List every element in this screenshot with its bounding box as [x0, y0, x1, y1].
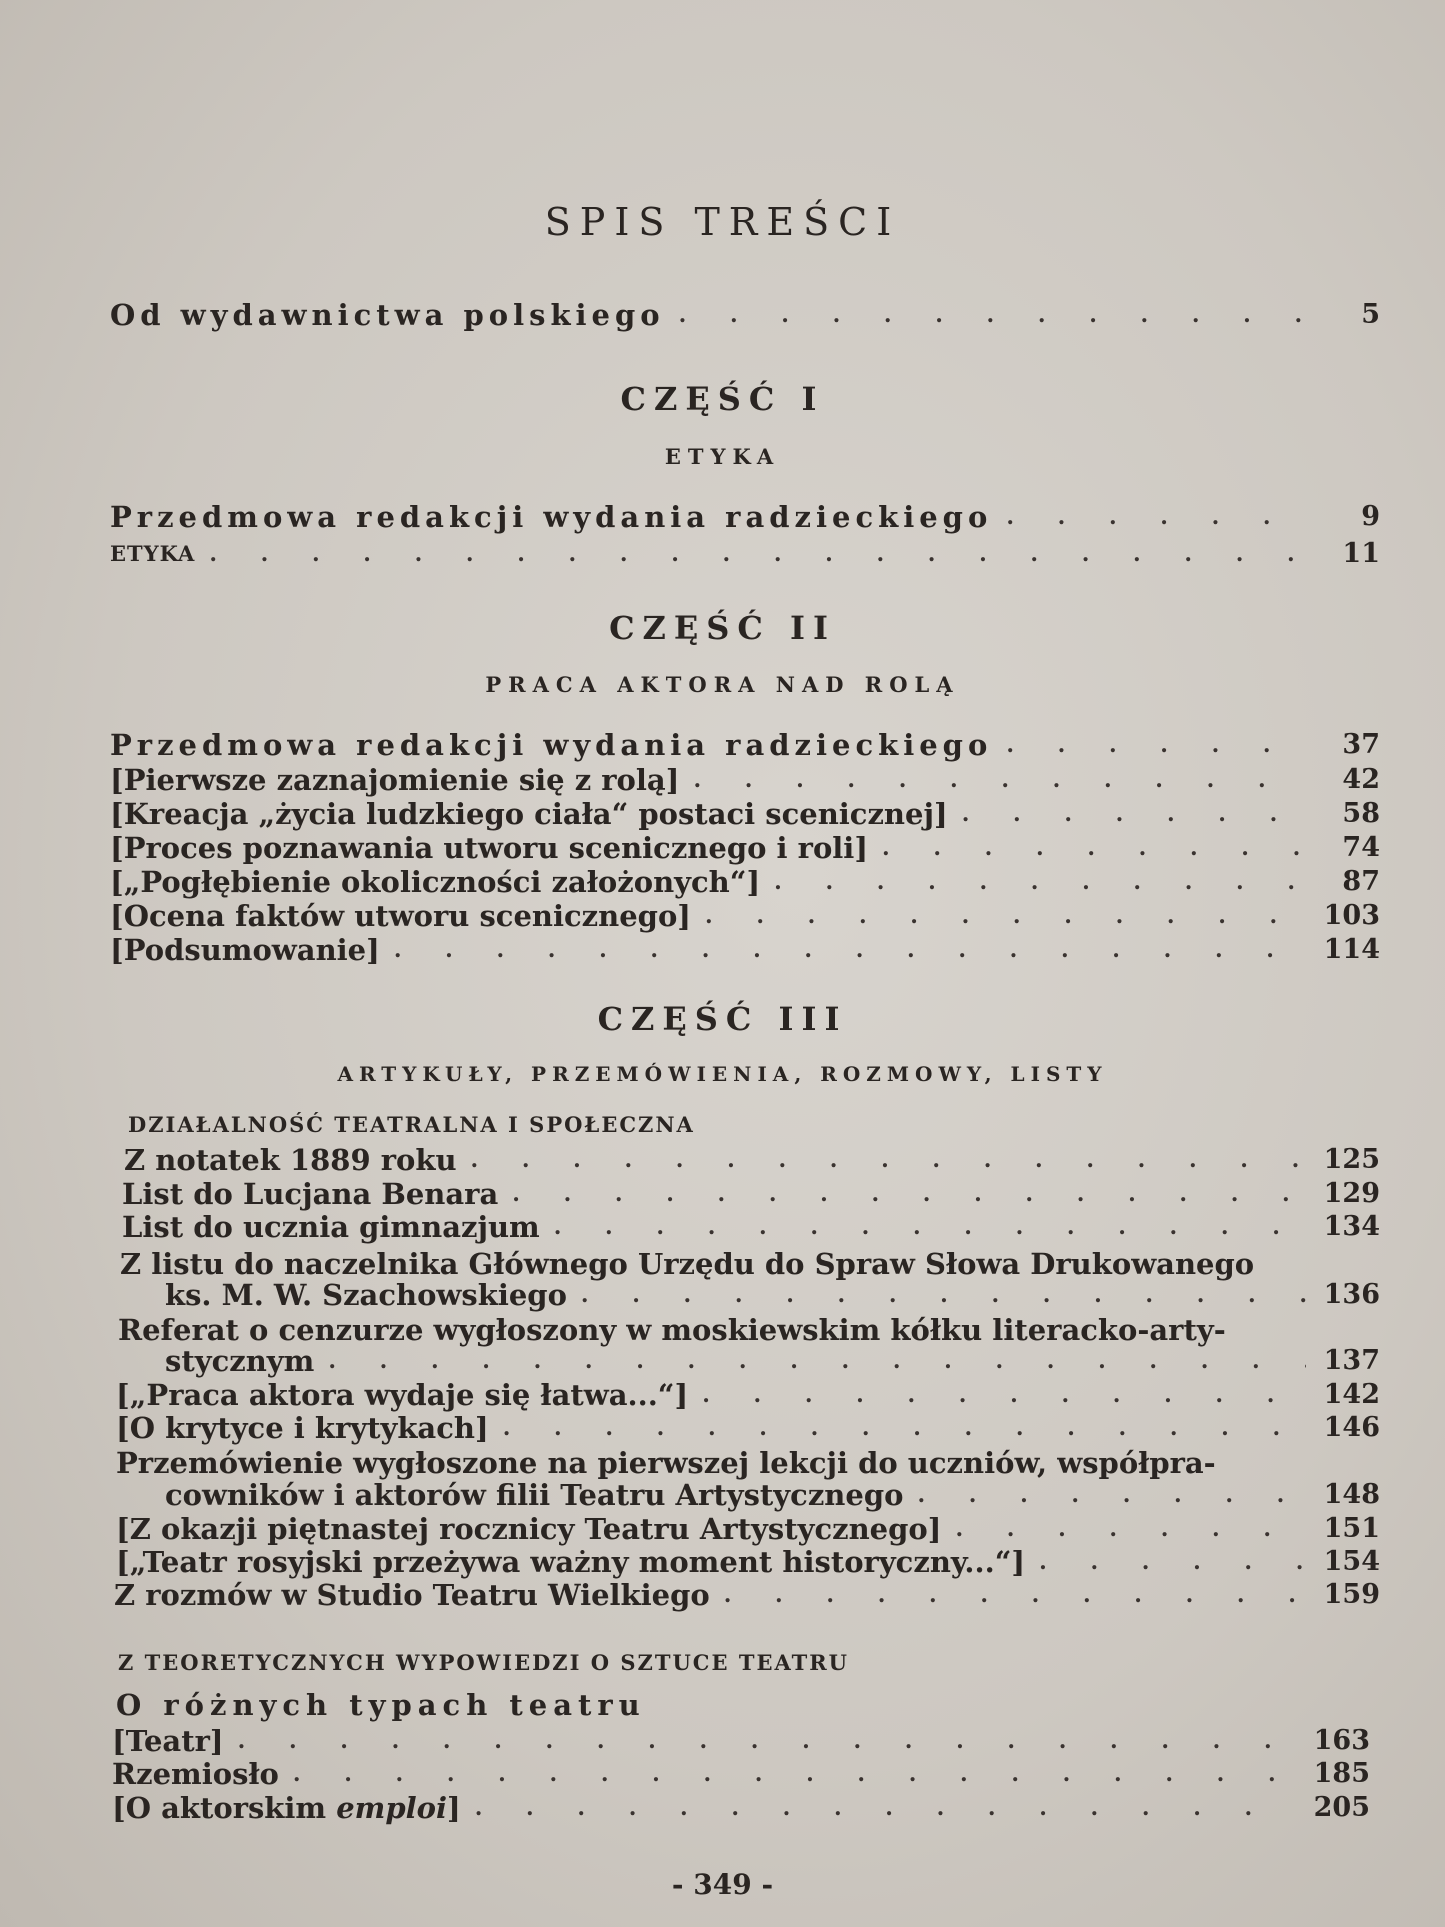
toc-entry — [122, 1210, 1380, 1244]
toc-entry — [116, 1512, 1380, 1546]
entry-label: [Ocena faktów utworu scenicznego] — [110, 899, 692, 933]
toc-entry — [112, 1724, 1370, 1758]
entry-label: [O krytyce i krytykach] — [116, 1411, 489, 1445]
toc-entry — [110, 537, 1380, 571]
entry-page: 154 — [1323, 1546, 1380, 1577]
entry-page: 134 — [1323, 1211, 1380, 1242]
entry-label: Z notatek 1889 roku — [124, 1143, 457, 1177]
toc-entry — [112, 1757, 1370, 1791]
part3-subtitle: ARTYKUŁY, PRZEMÓWIENIA, ROZMOWY, LISTY — [337, 1062, 1108, 1086]
toc-entry-intro — [110, 298, 1380, 332]
section-heading: Z TEORETYCZNYCH WYPOWIEDZI O SZTUCE TEATRU — [118, 1650, 849, 1675]
entry-page: 87 — [1342, 866, 1380, 897]
part2-subtitle: PRACA AKTORA NAD ROLĄ — [485, 672, 960, 697]
entry-label-prefix: [O aktorskim — [112, 1791, 337, 1825]
entry-label: [Kreacja „życia ludzkiego ciała“ postaci scenicznej] — [110, 797, 948, 831]
leader-dots — [693, 763, 1306, 797]
toc-entry — [110, 933, 1380, 967]
entry-page: 37 — [1342, 729, 1380, 760]
entry-label-line2: stycznym — [165, 1344, 315, 1378]
page-title: SPIS TREŚCI — [544, 200, 901, 244]
toc-entry — [112, 1791, 1370, 1825]
entry-page: 185 — [1313, 1758, 1370, 1789]
entry-page: 9 — [1361, 501, 1380, 532]
entry-label: ETYKA — [110, 541, 196, 566]
entry-page: 142 — [1323, 1379, 1380, 1410]
part1-title: CZĘŚĆ I — [620, 380, 825, 418]
part2-title: CZĘŚĆ II — [609, 609, 836, 647]
leader-dots — [882, 831, 1306, 865]
entry-label: [Z okazji piętnastej rocznicy Teatru Artystycznego] — [116, 1512, 942, 1546]
toc-entry — [110, 763, 1380, 797]
entry-page: 103 — [1323, 900, 1380, 931]
leader-dots — [917, 1478, 1306, 1512]
entry-page: 159 — [1323, 1579, 1380, 1610]
leader-dots — [503, 1411, 1306, 1445]
entry-page: 205 — [1313, 1792, 1370, 1823]
leader-dots — [238, 1724, 1296, 1758]
toc-entry — [116, 1545, 1380, 1579]
toc-entry — [116, 1411, 1380, 1445]
entry-label: List do Lucjana Benara — [122, 1177, 499, 1211]
entry-label-line1: Referat o cenzurze wygłoszony w moskiewskim kółku literacko-arty- — [118, 1313, 1226, 1347]
entry-label: [Proces poznawania utworu scenicznego i roli] — [110, 831, 869, 865]
entry-label: List do ucznia gimnazjum — [122, 1210, 540, 1244]
entry-page: 74 — [1342, 832, 1380, 863]
toc-entry — [116, 1378, 1380, 1412]
leader-dots — [328, 1344, 1306, 1378]
toc-entry — [110, 797, 1380, 831]
entry-label-italic: emploi — [336, 1791, 447, 1825]
entry-label: [„Pogłębienie okoliczności założonych“] — [110, 865, 761, 899]
entry-page: 114 — [1323, 934, 1380, 965]
entry-page: 148 — [1323, 1479, 1380, 1510]
entry-label: Przedmowa redakcji wydania radzieckiego — [110, 728, 993, 762]
leader-dots — [1006, 500, 1306, 534]
leader-dots — [1006, 728, 1306, 762]
page-number: - 349 - — [671, 1868, 774, 1901]
entry-label: Od wydawnictwa polskiego — [110, 298, 665, 332]
entry-page: 137 — [1323, 1345, 1380, 1376]
entry-page: 129 — [1323, 1178, 1380, 1209]
leader-dots — [1039, 1545, 1306, 1579]
entry-label: Rzemiosło — [112, 1757, 279, 1791]
toc-entry — [165, 1344, 1380, 1378]
section-heading: DZIAŁALNOŚĆ TEATRALNA I SPOŁECZNA — [128, 1112, 695, 1137]
entry-label — [112, 1791, 461, 1825]
part1-subtitle: ETYKA — [664, 444, 781, 469]
leader-dots — [209, 537, 1306, 571]
entry-label-line2: cowników i aktorów filii Teatru Artystycznego — [165, 1478, 904, 1512]
entry-page: 151 — [1323, 1513, 1380, 1544]
entry-page: 5 — [1361, 299, 1380, 330]
leader-dots — [955, 1512, 1306, 1546]
group-title: O różnych typach teatru — [116, 1688, 646, 1722]
leader-dots — [471, 1143, 1306, 1177]
entry-page: 146 — [1323, 1412, 1380, 1443]
entry-page: 136 — [1323, 1279, 1380, 1310]
toc-entry — [110, 500, 1380, 534]
toc-entry — [110, 728, 1380, 762]
entry-label: [Teatr] — [112, 1724, 224, 1758]
entry-label: [Podsumowanie] — [110, 933, 380, 967]
toc-entry — [114, 1578, 1380, 1612]
entry-label: Przedmowa redakcji wydania radzieckiego — [110, 500, 993, 534]
entry-page: 11 — [1342, 538, 1380, 569]
entry-label: Z rozmów w Studio Teatru Wielkiego — [114, 1578, 710, 1612]
leader-dots — [394, 933, 1306, 967]
entry-label: [„Teatr rosyjski przeżywa ważny moment historyczny...“] — [116, 1545, 1026, 1579]
leader-dots — [774, 865, 1306, 899]
leader-dots — [724, 1578, 1306, 1612]
leader-dots — [293, 1757, 1296, 1791]
leader-dots — [705, 899, 1306, 933]
entry-label: [Pierwsze zaznajomienie się z rolą] — [110, 763, 680, 797]
entry-page: 125 — [1323, 1144, 1380, 1175]
leader-dots — [512, 1177, 1306, 1211]
toc-entry — [165, 1478, 1380, 1512]
entry-label-line1: Przemówienie wygłoszone na pierwszej lekcji do uczniów, współpra- — [116, 1446, 1216, 1480]
toc-entry — [110, 865, 1380, 899]
leader-dots — [554, 1210, 1306, 1244]
toc-entry — [124, 1143, 1380, 1177]
entry-page: 163 — [1313, 1725, 1370, 1756]
entry-page: 58 — [1342, 798, 1380, 829]
entry-label-line1: Z listu do naczelnika Głównego Urzędu do Spraw Słowa Drukowanego — [120, 1247, 1255, 1281]
toc-entry — [122, 1177, 1380, 1211]
toc-entry — [110, 899, 1380, 933]
toc-entry — [165, 1278, 1380, 1312]
entry-page: 42 — [1342, 764, 1380, 795]
leader-dots — [475, 1791, 1296, 1825]
leader-dots — [581, 1278, 1306, 1312]
leader-dots — [679, 298, 1306, 332]
leader-dots — [962, 797, 1306, 831]
leader-dots — [702, 1378, 1306, 1412]
entry-label: [„Praca aktora wydaje się łatwa...“] — [116, 1378, 689, 1412]
toc-entry — [110, 831, 1380, 865]
entry-label-line2: ks. M. W. Szachowskiego — [165, 1278, 567, 1312]
entry-label-suffix: ] — [447, 1791, 461, 1825]
part3-title: CZĘŚĆ III — [597, 1000, 848, 1038]
